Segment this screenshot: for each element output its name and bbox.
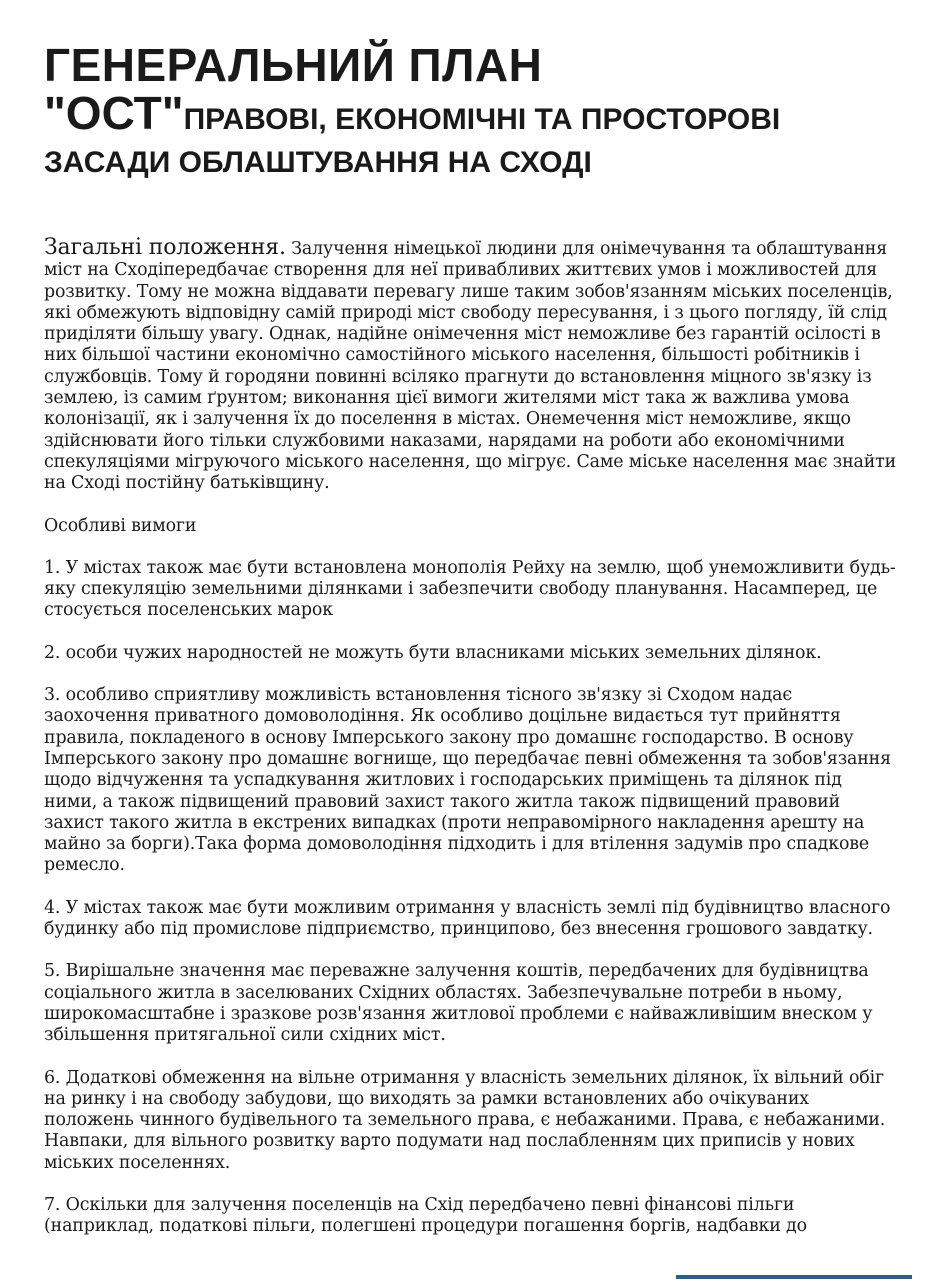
list-item-2: 2. особи чужих народностей не можуть бути власниками міських земельних ділянок.	[44, 642, 822, 663]
title-subtitle: ПРАВОВІ, ЕКОНОМІЧНІ ТА ПРОСТОРОВІ	[183, 103, 781, 136]
intro-text: Залучення німецької людини для онімечування та облаштування міст на Сходіпередбачає створення для неї привабливих життєвих умов і можливостей для розвитку. Тому не можна віддавати перевагу лише таким зобов'язанням міських поселенців, які обмежують відповідну самій природі міст свободу пересування, і з цього погляду, їй слід приділяти більшу увагу. Однак, надійне онімечення міст неможливе без гарантій осілості в них більшої частини економічно самостійного міського населення, більшості робітників і службовців. Тому й городяни повинні всіляко прагнути до встановлення міцного зв'язку із землею, із самим ґрунтом; виконання цієї вимоги жителями міст така ж важлива умова колонізації, як і залучення їх до поселення в містах. Онемечення міст неможливе, якщо здійснювати його тільки службовими наказами, нарядами на роботи або економічними спекуляціями мігруючого міського населення, що мігрує. Саме міське населення має знайти на Сході постійну батьківщину.	[44, 239, 897, 494]
section-heading: Особливі вимоги	[44, 515, 197, 536]
list-item-3: 3. особливо сприятливу можливість встановлення тісного зв'язку зі Сходом надає заохочення приватного домоволодіння. Як особливо доцільне видається тут прийняття правила, покладеного в основу Імперського закону про домашнє господарство. В основу Імперського закону про домашнє вогнище, що передбачає певні обмеження та зобов'язання щодо відчуження та успадкування житлових і господарських приміщень та ділянок під ними, а також підвищений правовий захист такого житла також підвищений правовий захист такого житла в екстрених випадках (проти неправомірного накладення арешту на майно за борги).Така форма домоволодіння підходить і для втілення задумів про спадкове ремесло.	[44, 685, 891, 876]
title-ost: "ОСТ"	[44, 87, 184, 139]
document-page	[44, 40, 900, 1259]
document-body	[44, 237, 900, 1238]
document-title-line2	[44, 87, 900, 145]
list-item-4: 4. У містах також має бути можливим отримання у власність землі під будівництво власного будинку або під промислове підприємство, принципово, без внесення грошового завдатку.	[44, 897, 891, 940]
document-title: ГЕНЕРАЛЬНИЙ ПЛАН	[44, 39, 543, 91]
intro-paragraph	[44, 237, 900, 495]
intro-lead: Загальні положення.	[44, 235, 286, 260]
scroll-indicator-bar	[676, 1275, 912, 1279]
list-item-6: 6. Додаткові обмеження на вільне отримання у власність земельних ділянок, їх вільний обіг на ринку і на свободу забудови, що виходять за рамки встановлених або очікуваних положень чинного будівельного та земельного права, є небажаними. Права, є небажаними. Навпаки, для вільного розвитку варто подумати над послабленням цих приписів у нових міських поселеннях.	[44, 1067, 886, 1173]
list-item-1: 1. У містах також має бути встановлена монополія Рейху на землю, щоб унеможливити будь-яку спекуляцію земельними ділянками і забезпечити свободу планування. Насамперед, це стосується поселенських марок	[44, 557, 896, 621]
list-item-7: 7. Оскільки для залучення поселенців на Схід передбачено певні фінансові пільги (наприклад, податкові пільги, полегшені процедури погашення боргів, надбавки до	[44, 1194, 807, 1237]
list-item-5: 5. Вирішальне значення має переважне залучення коштів, передбачених для будівництва соціального житла в заселюваних Східних областях. Забезпечувальне потреби в ньому, широкомасштабне і зразкове розв'язання житлової проблеми є найважливішим внеском у збільшення притягальної сили східних міст.	[44, 961, 873, 1046]
document-title-line3: ЗАСАДИ ОБЛАШТУВАННЯ НА СХОДІ	[44, 146, 592, 179]
